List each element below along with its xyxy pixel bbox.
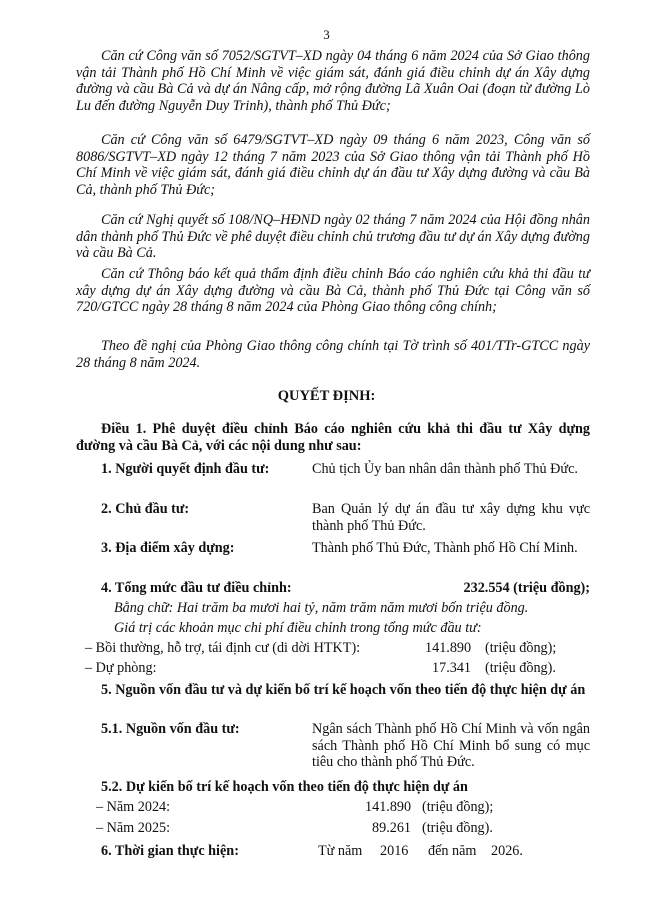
- source-value: Ngân sách Thành phố Hồ Chí Minh và vốn ngân sách Thành phố Hồ Chí Minh bổ sung có mục tiêu cho thành phố Thủ Đức.: [312, 721, 590, 771]
- year-2024-label: – Năm 2024:: [96, 799, 171, 815]
- year-2025-value: 89.261: [372, 820, 412, 836]
- cost-intro: Giá trị các khoản mục chi phí điều chỉnh trong tổng mức đầu tư:: [114, 620, 482, 636]
- time-label: 6. Thời gian thực hiện:: [101, 843, 239, 859]
- reserve-label: – Dự phòng:: [85, 660, 157, 676]
- year-2025-unit: (triệu đồng).: [422, 820, 493, 836]
- year-2024-value: 141.890: [365, 799, 412, 815]
- sources-heading: 5. Nguồn vốn đầu tư và dự kiến bố trí kế hoạch vốn theo tiến độ thực hiện dự án: [101, 682, 586, 698]
- time-from: Từ năm: [318, 843, 363, 859]
- decision-heading: QUYẾT ĐỊNH:: [277, 388, 376, 404]
- location-label: 3. Địa điểm xây dựng:: [101, 540, 235, 556]
- time-start: 2016: [380, 843, 409, 859]
- preamble-paragraph-2: Căn cứ Công văn số 6479/SGTVT–XD ngày 09 tháng 6 năm 2023, Công văn số 8086/SGTVT–XD ngày 12 tháng 7 năm 2023 của Sở Giao thông vận tải Thành phố Hồ Chí Minh về việc giám sát, đánh giá điều chỉnh dự án đầu tư Xây dựng đường và cầu Bà Cả, thành phố Thủ Đức;: [76, 132, 590, 198]
- location-value: Thành phố Thủ Đức, Thành phố Hồ Chí Minh.: [312, 540, 578, 556]
- page-number: 3: [323, 27, 330, 42]
- total-label: 4. Tổng mức đầu tư điều chỉnh:: [101, 580, 292, 596]
- owner-label: 2. Chủ đầu tư:: [101, 501, 190, 517]
- total-value: 232.554 (triệu đồng);: [463, 580, 590, 596]
- decider-value: Chủ tịch Ủy ban nhân dân thành phố Thủ Đức.: [312, 461, 578, 477]
- preamble-paragraph-3: Căn cứ Nghị quyết số 108/NQ–HĐND ngày 02 tháng 7 năm 2024 của Hội đồng nhân dân thành phố Thủ Đức về phê duyệt điều chỉnh chủ trương đầu tư dự án Xây dựng đường và cầu Bà Cả.: [76, 212, 590, 262]
- decider-label: 1. Người quyết định đầu tư:: [101, 461, 270, 477]
- time-to: đến năm: [428, 843, 477, 859]
- preamble-paragraph-4: Căn cứ Thông báo kết quả thẩm định điều chỉnh Báo cáo nghiên cứu khả thi đầu tư xây dựng dự án Xây dựng đường và cầu Bà Cả, thành phố Thủ Đức tại Công văn số 720/GTCC ngày 28 tháng 8 năm 2024 của Phòng Giao thông công chính;: [76, 266, 590, 316]
- compensation-unit: (triệu đồng);: [485, 640, 557, 656]
- time-end: 2026.: [491, 843, 523, 859]
- reserve-value: 17.341: [432, 660, 472, 676]
- reserve-unit: (triệu đồng).: [485, 660, 556, 676]
- compensation-value: 141.890: [425, 640, 472, 656]
- in-words: Bằng chữ: Hai trăm ba mươi hai tỷ, năm trăm năm mươi bốn triệu đồng.: [114, 600, 529, 616]
- preamble-paragraph-1: Căn cứ Công văn số 7052/SGTVT–XD ngày 04 tháng 6 năm 2024 của Sở Giao thông vận tải Thành phố Hồ Chí Minh về việc giám sát, đánh giá điều chỉnh dự án Xây dựng đường và cầu Bà Cả và dự án Nâng cấp, mở rộng đường Lã Xuân Oai (đoạn từ đường Lò Lu đến đường Nguyễn Duy Trinh), thành phố Thủ Đức;: [76, 48, 590, 114]
- article-1: Điều 1. Phê duyệt điều chỉnh Báo cáo nghiên cứu khả thi đầu tư Xây dựng đường và cầu Bà Cả, với các nội dung như sau:: [76, 421, 590, 454]
- year-2025-label: – Năm 2025:: [96, 820, 171, 836]
- source-label: 5.1. Nguồn vốn đầu tư:: [101, 721, 240, 737]
- owner-value: Ban Quản lý dự án đầu tư xây dựng khu vực thành phố Thủ Đức.: [312, 501, 590, 534]
- compensation-label: – Bồi thường, hỗ trợ, tái định cư (di dời HTKT):: [85, 640, 361, 656]
- preamble-paragraph-5: Theo đề nghị của Phòng Giao thông công chính tại Tờ trình số 401/TTr-GTCC ngày 28 tháng 8 năm 2024.: [76, 338, 590, 371]
- year-2024-unit: (triệu đồng);: [422, 799, 494, 815]
- plan-heading: 5.2. Dự kiến bố trí kế hoạch vốn theo tiến độ thực hiện dự án: [101, 779, 468, 795]
